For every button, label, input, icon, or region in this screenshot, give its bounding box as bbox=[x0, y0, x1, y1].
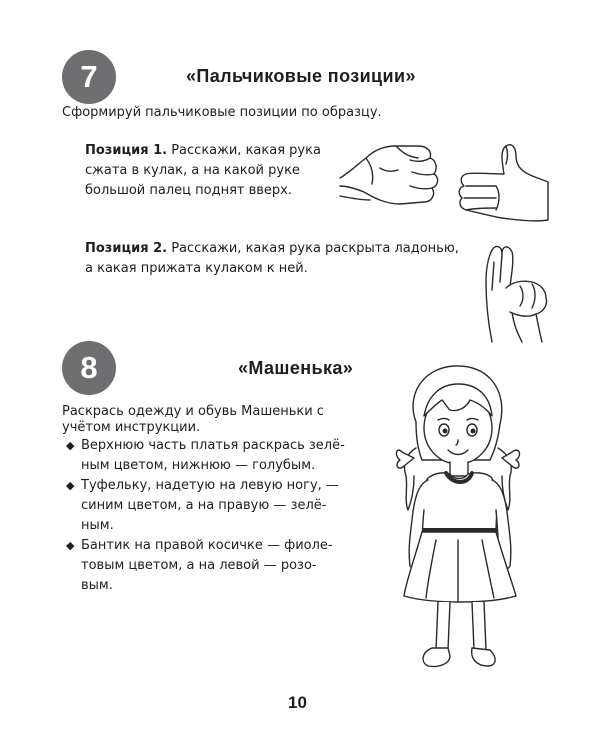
fist-hand-illustration bbox=[340, 138, 448, 210]
list-item bbox=[64, 476, 345, 536]
bullet-2-line-1: Туфельку, надетую на левую ногу, — bbox=[81, 478, 339, 493]
position-2-label: Позиция 2. bbox=[85, 241, 168, 256]
position-2-text bbox=[85, 239, 465, 279]
bullet-diamond-icon: ◆ bbox=[66, 439, 75, 452]
girl-mashenka-illustration bbox=[392, 360, 542, 680]
bullet-3-line-3: вым. bbox=[81, 578, 113, 593]
section-8-intro-line-2: учётом инструкции. bbox=[62, 420, 201, 435]
thumbs-up-hand-illustration bbox=[456, 140, 548, 226]
section-7-number: 7 bbox=[80, 59, 98, 94]
page-number: 10 bbox=[288, 693, 307, 712]
list-item bbox=[64, 536, 345, 596]
bullet-diamond-icon: ◆ bbox=[66, 479, 75, 492]
section-8-instructions-list bbox=[64, 436, 345, 596]
bullet-1-line-1: Верхнюю часть платья раскрась зелё- bbox=[81, 438, 345, 453]
section-8-number-badge bbox=[62, 341, 116, 395]
bullet-1-line-2: ным цветом, нижнюю — голубым. bbox=[81, 458, 316, 473]
bullet-2-line-3: ным. bbox=[81, 518, 114, 533]
bullet-3-line-1: Бантик на правой косичке — фиоле- bbox=[81, 538, 333, 553]
position-1-line-3: большой палец поднят вверх. bbox=[85, 183, 292, 198]
position-2-line-1: Расскажи, какая рука раскрыта ладонью, bbox=[171, 241, 459, 256]
section-8-title: «Машенька» bbox=[238, 358, 354, 378]
position-1-label: Позиция 1. bbox=[85, 143, 168, 158]
section-8-number: 8 bbox=[80, 350, 98, 385]
section-7-number-badge bbox=[62, 50, 116, 104]
section-7-title: «Пальчиковые позиции» bbox=[186, 66, 416, 86]
section-7-instruction: Сформируй пальчиковые позиции по образцу. bbox=[62, 105, 382, 120]
section-8-intro bbox=[62, 402, 324, 438]
position-1-line-1: Расскажи, какая рука bbox=[171, 143, 321, 158]
section-8-intro-line-1: Раскрась одежду и обувь Машеньки с bbox=[62, 404, 324, 419]
palm-and-fist-illustration bbox=[478, 242, 550, 342]
bullet-3-line-2: товым цветом, а на левой — розо- bbox=[81, 558, 317, 573]
position-1-line-2: сжата в кулак, а на какой руке bbox=[85, 163, 300, 178]
list-item bbox=[64, 436, 345, 476]
bullet-2-line-2: синим цветом, а на правую — зелё- bbox=[81, 498, 327, 513]
position-1-text bbox=[85, 141, 333, 201]
position-2-line-2: а какая прижата кулаком к ней. bbox=[85, 261, 308, 276]
bullet-diamond-icon: ◆ bbox=[66, 539, 75, 552]
